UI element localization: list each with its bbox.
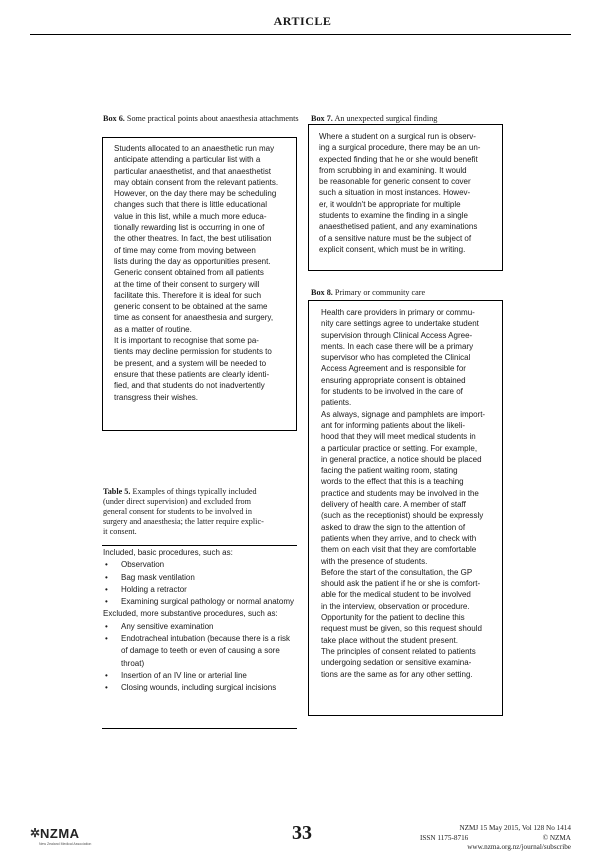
list-item	[103, 596, 298, 608]
box6-line: facilitate this. Therefore it is ideal for such	[114, 290, 262, 300]
box7-line: er, it wouldn't be appropriate for multiple	[319, 199, 461, 209]
box6-line: fied, and that students do not inadvertently	[114, 381, 265, 391]
issn-row	[420, 834, 571, 844]
journal-meta	[420, 824, 571, 853]
box6-line: generic consent to be obtained at the same	[114, 302, 268, 312]
box8-line: Opportunity for the patient to decline this	[321, 613, 465, 623]
box8-caption-text: Primary or community care	[332, 288, 426, 297]
bullet-icon: •	[105, 683, 108, 693]
box8-line: tions are the same as for any other setting.	[321, 669, 473, 679]
list-item	[103, 584, 298, 596]
copyright: © NZMA	[542, 833, 571, 842]
box8-line: patients when they arrive, and to check with	[321, 533, 477, 543]
box7-line: explicit consent, which must be in writing.	[319, 244, 466, 254]
box8-line: (such as the receptionist) should be expressly	[321, 511, 484, 521]
box6-line: tients may decline permission for students to	[114, 347, 272, 357]
box6-caption	[103, 114, 303, 124]
box8-line: Before the start of the consultation, the GP	[321, 567, 473, 577]
bullet-icon: •	[105, 584, 108, 594]
box8-line: in the interview, observation or procedure.	[321, 601, 470, 611]
box8-line: hood that they will meet medical students in	[321, 432, 476, 442]
table5-caption-line: surgery and anaesthesia; the latter require explic-	[103, 517, 264, 526]
box7-line: Where a student on a surgical run is observ-	[319, 132, 476, 141]
box8-line: with the presence of students.	[321, 556, 428, 566]
header-divider	[30, 34, 571, 35]
box7-caption-label: Box 7.	[311, 114, 333, 123]
box8-line: in general practice, a notice should be placed	[321, 454, 482, 464]
box8-line: ensuring appropriate consent is obtained	[321, 375, 466, 385]
table5-top-rule	[102, 545, 297, 546]
table5-bottom-rule	[102, 728, 297, 729]
list-item-text: Any sensitive examination	[121, 621, 214, 631]
box8-line: them on each visit that they are comfortable	[321, 545, 477, 555]
bullet-icon: •	[105, 572, 108, 582]
box7-line: such a situation in most instances. Howev-	[319, 188, 471, 198]
box8-line: As always, signage and pamphlets are import-	[321, 409, 486, 419]
box7-line: of a sensitive nature must be the subject of	[319, 233, 472, 243]
box7-line: ing a surgical procedure, there may be an un-	[319, 143, 481, 153]
box7-caption-text: An unexpected surgical finding	[332, 114, 438, 123]
box6-line: transgress their wishes.	[114, 392, 199, 402]
box6-line: the other theatres. In fact, the best utilisation	[114, 234, 272, 244]
box8-caption-label: Box 8.	[311, 288, 333, 297]
logo-subtext: New Zealand Medical Association	[39, 842, 92, 846]
box6-line: lists during the day as opportunities present.	[114, 256, 271, 266]
box8-line: should ask the patient if he or she is comfort-	[321, 579, 481, 589]
table5-caption	[103, 487, 303, 537]
box6-line: particular anaesthetist, and that anaesthetist	[114, 166, 271, 176]
box8-line: supervisor who has completed the Clinical	[321, 353, 471, 363]
box7-line: students to examine the finding in a single	[319, 211, 468, 221]
box6-line: ensure that these patients are clearly identi-	[114, 369, 270, 379]
included-heading: Included, basic procedures, such as:	[103, 548, 233, 557]
box8-line: The principles of consent related to patients	[321, 646, 476, 656]
list-item	[103, 633, 298, 670]
box6-line: time as consent for anaesthesia and surgery,	[114, 313, 274, 323]
bullet-icon: •	[105, 597, 108, 607]
page-number: 33	[292, 822, 312, 844]
box8-line: ments. In each case there will be a primary	[321, 341, 474, 351]
list-item	[103, 559, 298, 571]
box6-caption-text: Some practical points about anaesthesia attachments	[124, 114, 299, 123]
box8-line: facing the patient waiting room, stating	[321, 466, 458, 476]
list-item	[103, 682, 298, 694]
box6-line: However, on the day there may be scheduling	[114, 189, 277, 199]
box6-line: as a matter of routine.	[114, 324, 192, 334]
box7-line: expected finding that he or she would benefit	[319, 154, 478, 164]
box6-line: changes such that there is little educational	[114, 200, 267, 210]
table5-body	[103, 547, 298, 695]
journal-citation: NZMJ 15 May 2015, Vol 128 No 1414	[459, 824, 571, 832]
excluded-list	[103, 621, 298, 695]
box7-text	[319, 131, 494, 255]
list-item-text: Examining surgical pathology or normal anatomy	[121, 597, 294, 607]
box8-line: a particular practice or setting. For example,	[321, 443, 478, 453]
table5-caption-label: Table 5.	[103, 487, 131, 496]
box6-caption-label: Box 6.	[103, 114, 125, 123]
box7-panel	[308, 124, 503, 271]
box6-line: at the time of their consent to surgery will	[114, 279, 260, 289]
section-header: ARTICLE	[273, 14, 332, 28]
box8-line: delivery of health care. A member of staff	[321, 500, 466, 510]
excluded-heading: Excluded, more substantive procedures, such as:	[103, 609, 278, 619]
issn: ISSN 1175-8716	[420, 833, 469, 842]
bullet-icon: •	[105, 634, 108, 644]
bullet-icon: •	[105, 560, 108, 570]
box8-text	[321, 307, 494, 680]
nzma-logo	[30, 826, 94, 848]
box6-line: It is important to recognise that some pa-	[114, 336, 259, 346]
list-item-text: Closing wounds, including surgical incisions	[121, 683, 277, 693]
box8-line: supervision through Clinical Access Agree-	[321, 330, 473, 340]
box6-line: be present, and a system will be needed to	[114, 358, 267, 368]
bullet-icon: •	[105, 670, 108, 680]
list-item-text: Observation	[121, 560, 165, 570]
box6-line: Generic consent obtained from all patients	[114, 268, 264, 278]
logo-wordmark: NZMA	[40, 826, 80, 841]
box8-line: able for the medical student to be involved	[321, 590, 471, 600]
subscribe-link[interactable]: www.nzma.org.nz/journal/subscribe	[467, 843, 571, 851]
box8-line: nity care settings agree to undertake student	[321, 319, 479, 329]
box6-text	[114, 143, 287, 403]
box6-line: Students allocated to an anaesthetic run may	[114, 144, 275, 153]
box7-caption	[311, 114, 571, 124]
box8-line: Health care providers in primary or commu-	[321, 308, 475, 317]
box6-line: tionally rewarding list is occurring in one of	[114, 223, 265, 233]
included-list	[103, 559, 298, 608]
list-item-text: Endotracheal intubation (because there is a risk of damage to teeth or even of causing a sore throat)	[121, 634, 290, 668]
box8-line: take place without the student present.	[321, 635, 458, 645]
bullet-icon: •	[105, 621, 108, 631]
list-item-text: Bag mask ventilation	[121, 572, 195, 582]
box6-line: may obtain consent from the relevant patients.	[114, 177, 279, 187]
table5-caption-line: Examples of things typically included	[130, 487, 257, 496]
box8-line: patients.	[321, 398, 352, 408]
box8-line: undergoing sedation or sensitive examina-	[321, 658, 472, 668]
box7-line: from scrubbing in and examining. It would	[319, 165, 467, 175]
box8-line: words to the effect that this is a teaching	[321, 477, 464, 487]
box8-line: request must be given, so this request should	[321, 624, 482, 634]
list-item	[103, 621, 298, 633]
list-item-text: Insertion of an IV line or arterial line	[121, 670, 247, 680]
box8-line: for students to be involved in the care of	[321, 387, 463, 397]
box6-panel	[102, 137, 297, 431]
box7-line: anaesthetised patient, and any examinations	[319, 222, 478, 232]
box8-line: ant for informing patients about the likeli-	[321, 420, 466, 430]
asterisk-icon: ✲	[30, 826, 41, 840]
list-item	[103, 670, 298, 682]
box8-panel	[308, 300, 503, 716]
list-item-text: Holding a retractor	[121, 584, 187, 594]
box8-caption	[311, 288, 571, 298]
box6-line: value in this list, while a much more educa-	[114, 211, 267, 221]
box8-line: asked to draw the sign to the attention of	[321, 522, 466, 532]
table5-caption-line: general consent for students to be involved in	[103, 507, 252, 516]
box6-line: of time may come from moving between	[114, 245, 256, 255]
box6-line: anticipate attending a particular list with a	[114, 155, 261, 165]
box7-line: be reasonable for generic consent to cover	[319, 177, 471, 187]
table5-caption-line: (under direct supervision) and excluded from	[103, 497, 252, 506]
table5-caption-line: it consent.	[103, 527, 137, 536]
box8-line: practice and students may be involved in the	[321, 488, 479, 498]
box8-line: Access Agreement and is responsible for	[321, 364, 466, 374]
list-item	[103, 572, 298, 584]
